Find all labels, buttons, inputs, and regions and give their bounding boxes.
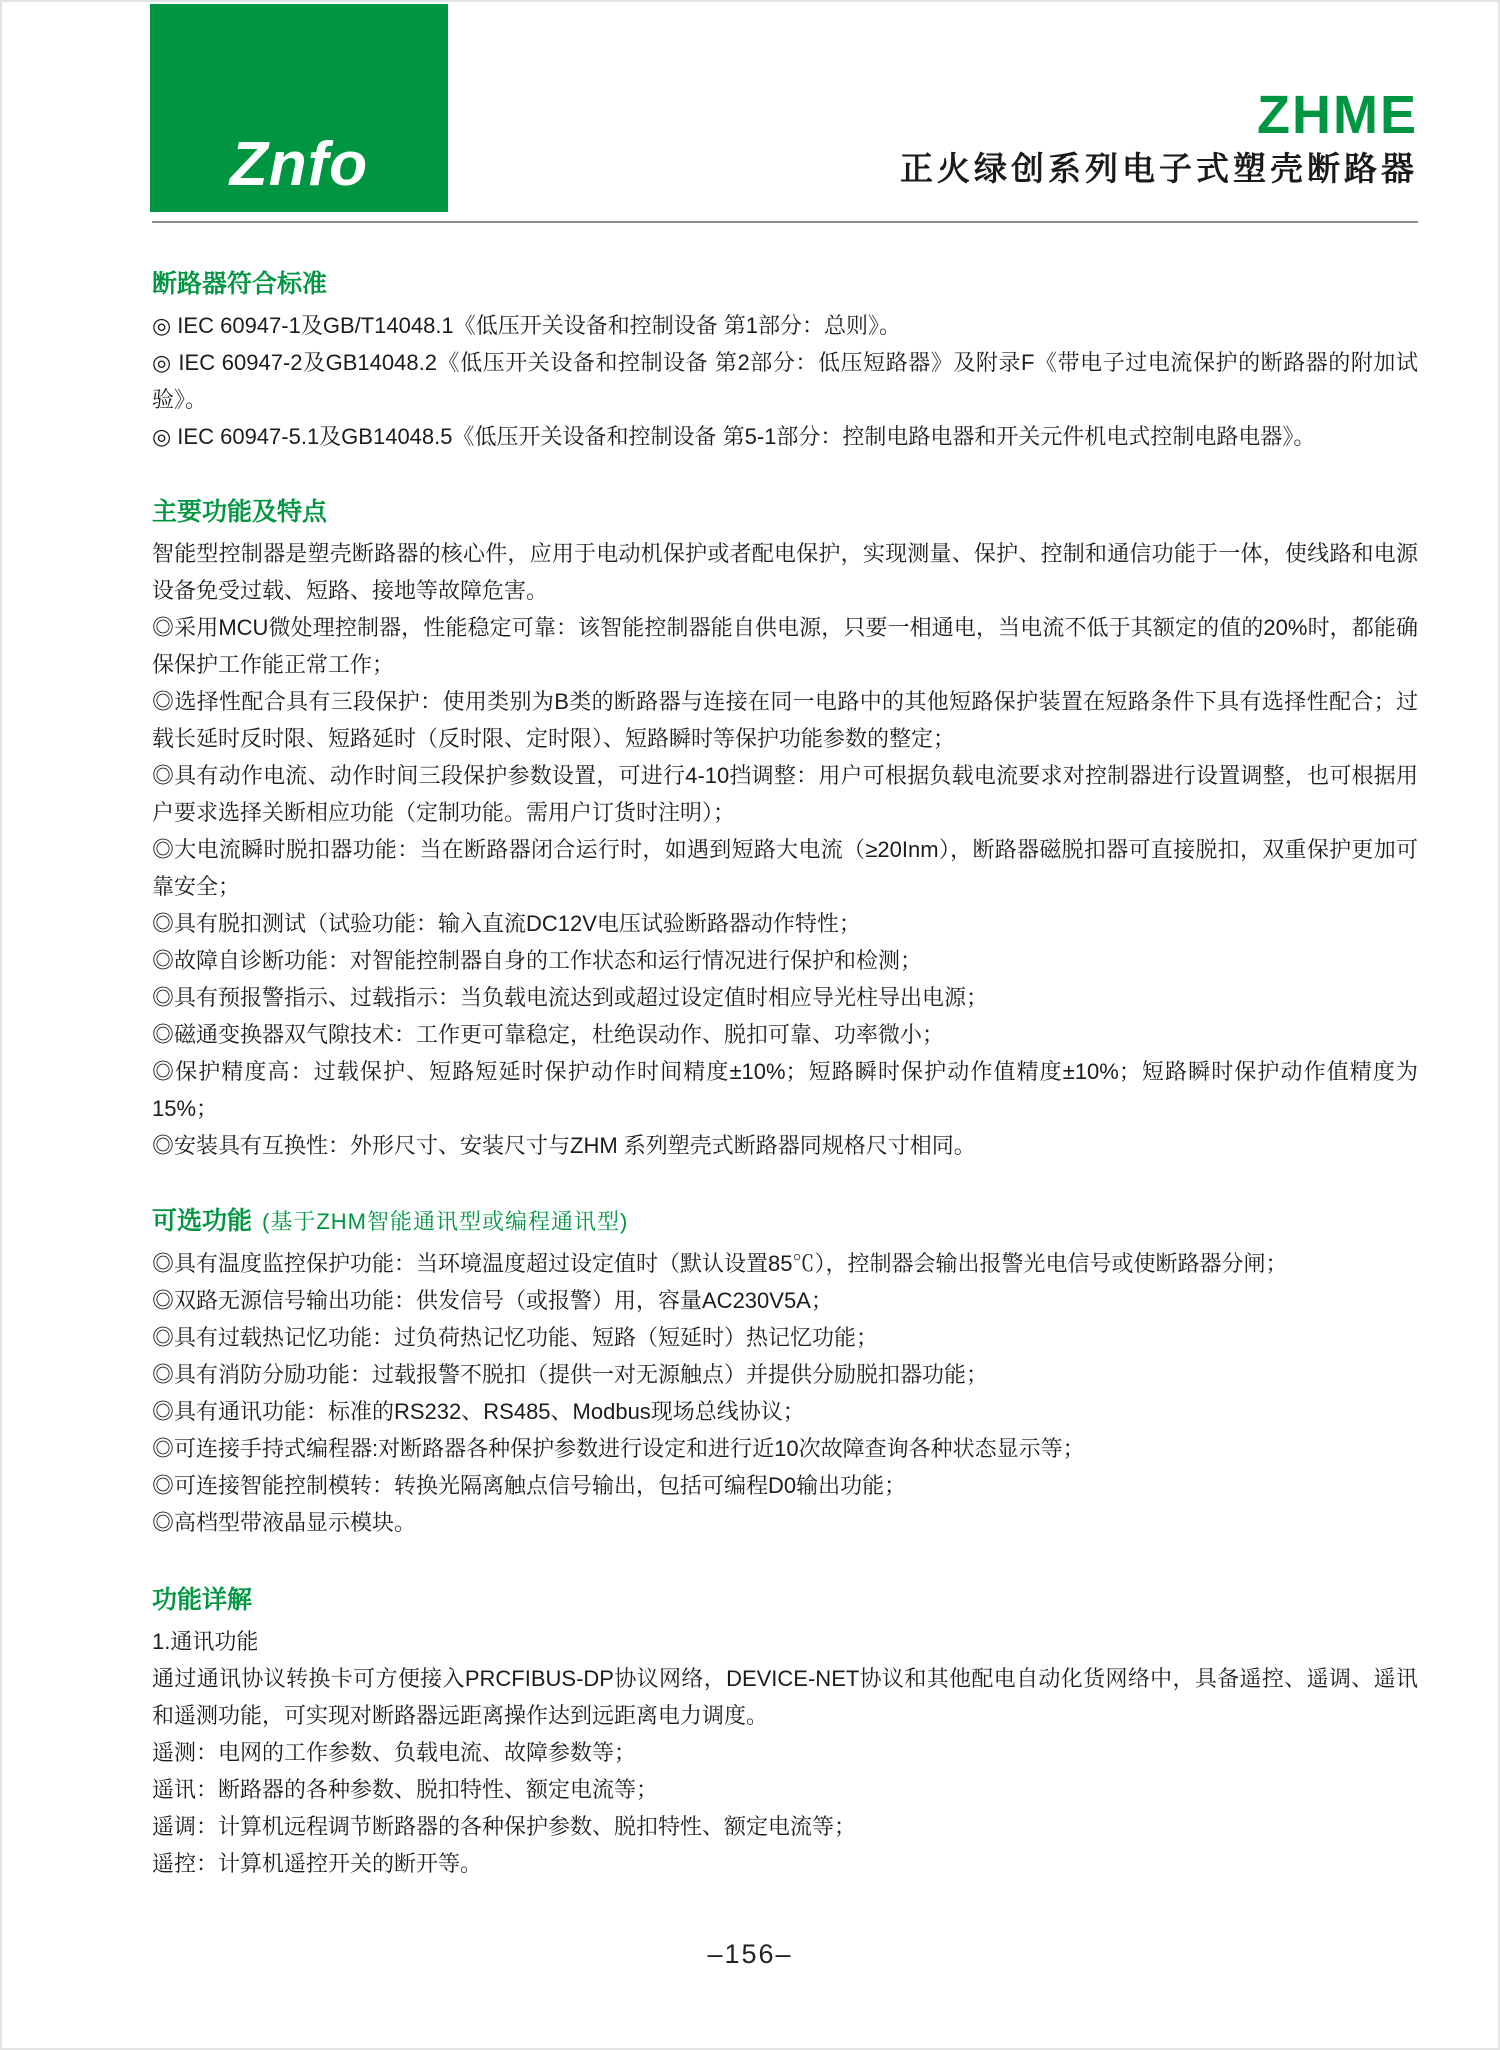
detail-subheading: 1.通讯功能	[152, 1629, 259, 1654]
feature-item: ◎具有脱扣测试（试验功能：输入直流DC12V电压试验断路器动作特性；	[152, 911, 861, 936]
features-list	[152, 535, 1418, 1164]
optional-list	[152, 1245, 1418, 1541]
feature-item: ◎采用MCU微处理控制器，性能稳定可靠：该智能控制器能自供电源，只要一相通电，当电流不低于其额定的值的20%时，都能确保保护工作能正常工作；	[152, 615, 1418, 677]
product-series-subtitle: 正火绿创系列电子式塑壳断路器	[900, 150, 1418, 187]
detail-item: 遥讯：断路器的各种参数、脱扣特性、额定电流等；	[152, 1777, 659, 1802]
header-title-block	[900, 85, 1418, 187]
optional-item: ◎具有过载热记忆功能：过负荷热记忆功能、短路（短延时）热记忆功能；	[152, 1325, 879, 1350]
detail-list	[152, 1623, 1418, 1882]
section-heading-optional	[152, 1206, 1418, 1237]
brand-logo-box	[150, 4, 448, 212]
detail-item: 遥测：电网的工作参数、负载电流、故障参数等；	[152, 1740, 637, 1765]
page-number: –156–	[707, 1939, 793, 1969]
feature-item: ◎选择性配合具有三段保护：使用类别为B类的断路器与连接在同一电路中的其他短路保护装置在短路条件下具有选择性配合；过载长延时反时限、短路延时（反时限、定时限）、短路瞬时等保护功能参数的整定；	[152, 689, 1418, 751]
page-footer	[2, 1939, 1498, 1970]
optional-item: ◎可连接智能控制模转：转换光隔离触点信号输出，包括可编程D0输出功能；	[152, 1473, 907, 1498]
optional-item: ◎高档型带液晶显示模块。	[152, 1510, 417, 1535]
product-model-title: ZHME	[1257, 85, 1418, 145]
feature-item: ◎具有预报警指示、过载指示：当负载电流达到或超过设定值时相应导光柱导出电源；	[152, 985, 989, 1010]
feature-item: ◎大电流瞬时脱扣器功能：当在断路器闭合运行时，如遇到短路大电流（≥20Inm），断路器磁脱扣器可直接脱扣，双重保护更加可靠安全；	[152, 837, 1418, 899]
page-content	[2, 223, 1498, 1882]
standard-item: ◎ IEC 60947-5.1及GB14048.5《低压开关设备和控制设备 第5-1部分：控制电路电器和开关元件机电式控制电路电器》。	[152, 424, 1316, 449]
features-intro: 智能型控制器是塑壳断路器的核心件，应用于电动机保护或者配电保护，实现测量、保护、控制和通信功能于一体，使线路和电源设备免受过载、短路、接地等故障危害。	[152, 541, 1418, 603]
section-heading-standards: 断路器符合标准	[152, 270, 328, 298]
feature-item: ◎故障自诊断功能：对智能控制器自身的工作状态和运行情况进行保护和检测；	[152, 948, 923, 973]
standard-item: ◎ IEC 60947-2及GB14048.2《低压开关设备和控制设备 第2部分：低压短路器》及附录F《带电子过电流保护的断路器的附加试验》。	[152, 350, 1418, 412]
brand-logo-text: Znfo	[229, 130, 369, 199]
detail-item: 遥控：计算机遥控开关的断开等。	[152, 1851, 483, 1876]
feature-item: ◎磁通变换器双气隙技术：工作更可靠稳定，杜绝误动作、脱扣可靠、功率微小；	[152, 1022, 945, 1047]
optional-item: ◎可连接手持式编程器:对断路器各种保护参数进行设定和进行近10次故障查询各种状态显示等；	[152, 1436, 1085, 1461]
section-heading-detail: 功能详解	[152, 1586, 253, 1614]
detail-item: 遥调：计算机远程调节断路器的各种保护参数、脱扣特性、额定电流等；	[152, 1814, 857, 1839]
optional-item: ◎具有温度监控保护功能：当环境温度超过设定值时（默认设置85℃），控制器会输出报警光电信号或使断路器分闸；	[152, 1251, 1288, 1276]
detail-intro: 通过通讯协议转换卡可方便接入PRCFIBUS-DP协议网络，DEVICE-NET协议和其他配电自动化货网络中，具备遥控、遥调、遥讯和遥测功能，可实现对断路器远距离操作达到远距离电力调度。	[152, 1666, 1418, 1728]
section-heading-features: 主要功能及特点	[152, 498, 328, 526]
optional-heading-text: 可选功能	[152, 1207, 253, 1235]
optional-item: ◎双路无源信号输出功能：供发信号（或报警）用，容量AC230V5A；	[152, 1288, 833, 1313]
standards-list	[152, 307, 1418, 455]
optional-item: ◎具有消防分励功能：过载报警不脱扣（提供一对无源触点）并提供分励脱扣器功能；	[152, 1362, 989, 1387]
standard-item: ◎ IEC 60947-1及GB/T14048.1《低压开关设备和控制设备 第1部分：总则》。	[152, 313, 902, 338]
feature-item: ◎安装具有互换性：外形尺寸、安装尺寸与ZHM 系列塑壳式断路器同规格尺寸相同。	[152, 1133, 976, 1158]
optional-item: ◎具有通讯功能：标准的RS232、RS485、Modbus现场总线协议；	[152, 1399, 805, 1424]
feature-item: ◎保护精度高：过载保护、短路短延时保护动作时间精度±10%；短路瞬时保护动作值精度±10%；短路瞬时保护动作值精度为15%；	[152, 1059, 1418, 1121]
feature-item: ◎具有动作电流、动作时间三段保护参数设置，可进行4-10挡调整：用户可根据负载电流要求对控制器进行设置调整，也可根据用户要求选择关断相应功能（定制功能。需用户订货时注明）；	[152, 763, 1418, 825]
optional-heading-note: (基于ZHM智能通讯型或编程通讯型)	[262, 1209, 629, 1234]
